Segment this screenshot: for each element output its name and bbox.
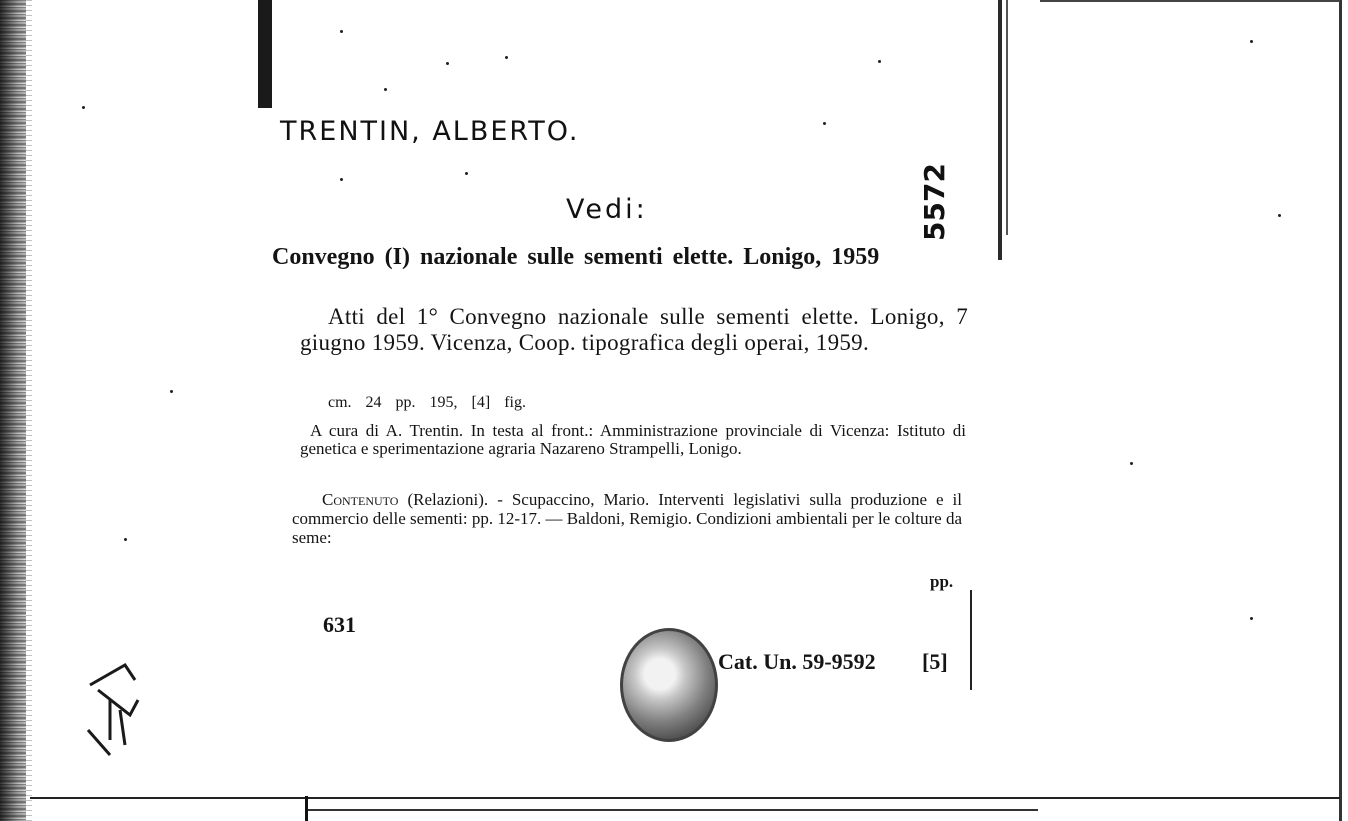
author-heading: TRENTIN, ALBERTO.	[280, 116, 580, 147]
scan-top-right-edge	[1040, 0, 1340, 2]
catalog-number: Cat. Un. 59-9592	[718, 649, 876, 674]
scan-speck	[878, 60, 881, 63]
scan-speck	[124, 538, 127, 541]
contents-text: (Relazioni). - Scupaccino, Mario. Interventi legislativi sulla produzione e il commercio delle sementi: pp. 12-17. — Baldoni, Remigio. Condizioni ambientali per le colture da seme:	[292, 490, 962, 547]
scan-right-edge	[1339, 0, 1342, 821]
card-right-border	[998, 0, 1002, 260]
scan-left-edge-noise	[26, 0, 32, 821]
scan-speck	[823, 122, 826, 125]
scan-speck	[170, 390, 173, 393]
entry-contents	[292, 490, 962, 547]
contents-label: Contenuto	[322, 490, 399, 509]
entry-title-imprint: Atti del 1° Convegno nazionale sulle sementi elette. Lonigo, 7 giugno 1959. Vicenza, Coop. tipografica degli operai, 1959.	[300, 304, 968, 355]
scan-speck	[1250, 617, 1253, 620]
scan-speck	[82, 106, 85, 109]
scan-left-edge	[0, 0, 26, 821]
see-reference-label: Vedi:	[566, 194, 648, 225]
call-number: 5572	[918, 163, 951, 241]
scan-speck	[340, 30, 343, 33]
punch-hole-stamp	[620, 628, 718, 742]
card-bottom-border	[30, 797, 1340, 799]
card-number: 631	[323, 612, 356, 637]
card-top-marker	[258, 0, 272, 108]
corner-mark-icon	[80, 660, 160, 770]
card-right-border-inner	[1006, 0, 1008, 235]
card-right-border-lower	[970, 590, 972, 690]
entry-collation: cm. 24 pp. 195, [4] fig.	[328, 394, 526, 411]
scan-speck	[1278, 214, 1281, 217]
scan-speck	[465, 172, 468, 175]
entry-main-heading: Convegno (I) nazionale sulle sementi elette. Lonigo, 1959	[272, 244, 880, 270]
scan-speck	[1130, 462, 1133, 465]
scan-speck	[1250, 40, 1253, 43]
entry-note: A cura di A. Trentin. In testa al front.: Amministrazione provinciale di Vicenza: Istituto di genetica e sperimentazione agraria Nazareno Strampelli, Lonigo.	[300, 421, 966, 458]
scan-speck	[446, 62, 449, 65]
contents-pages: pp.	[930, 572, 954, 591]
card-sequence: [5]	[922, 649, 948, 674]
scan-speck	[340, 178, 343, 181]
scan-speck	[505, 56, 508, 59]
scan-speck	[384, 88, 387, 91]
next-card-top	[308, 809, 1038, 811]
